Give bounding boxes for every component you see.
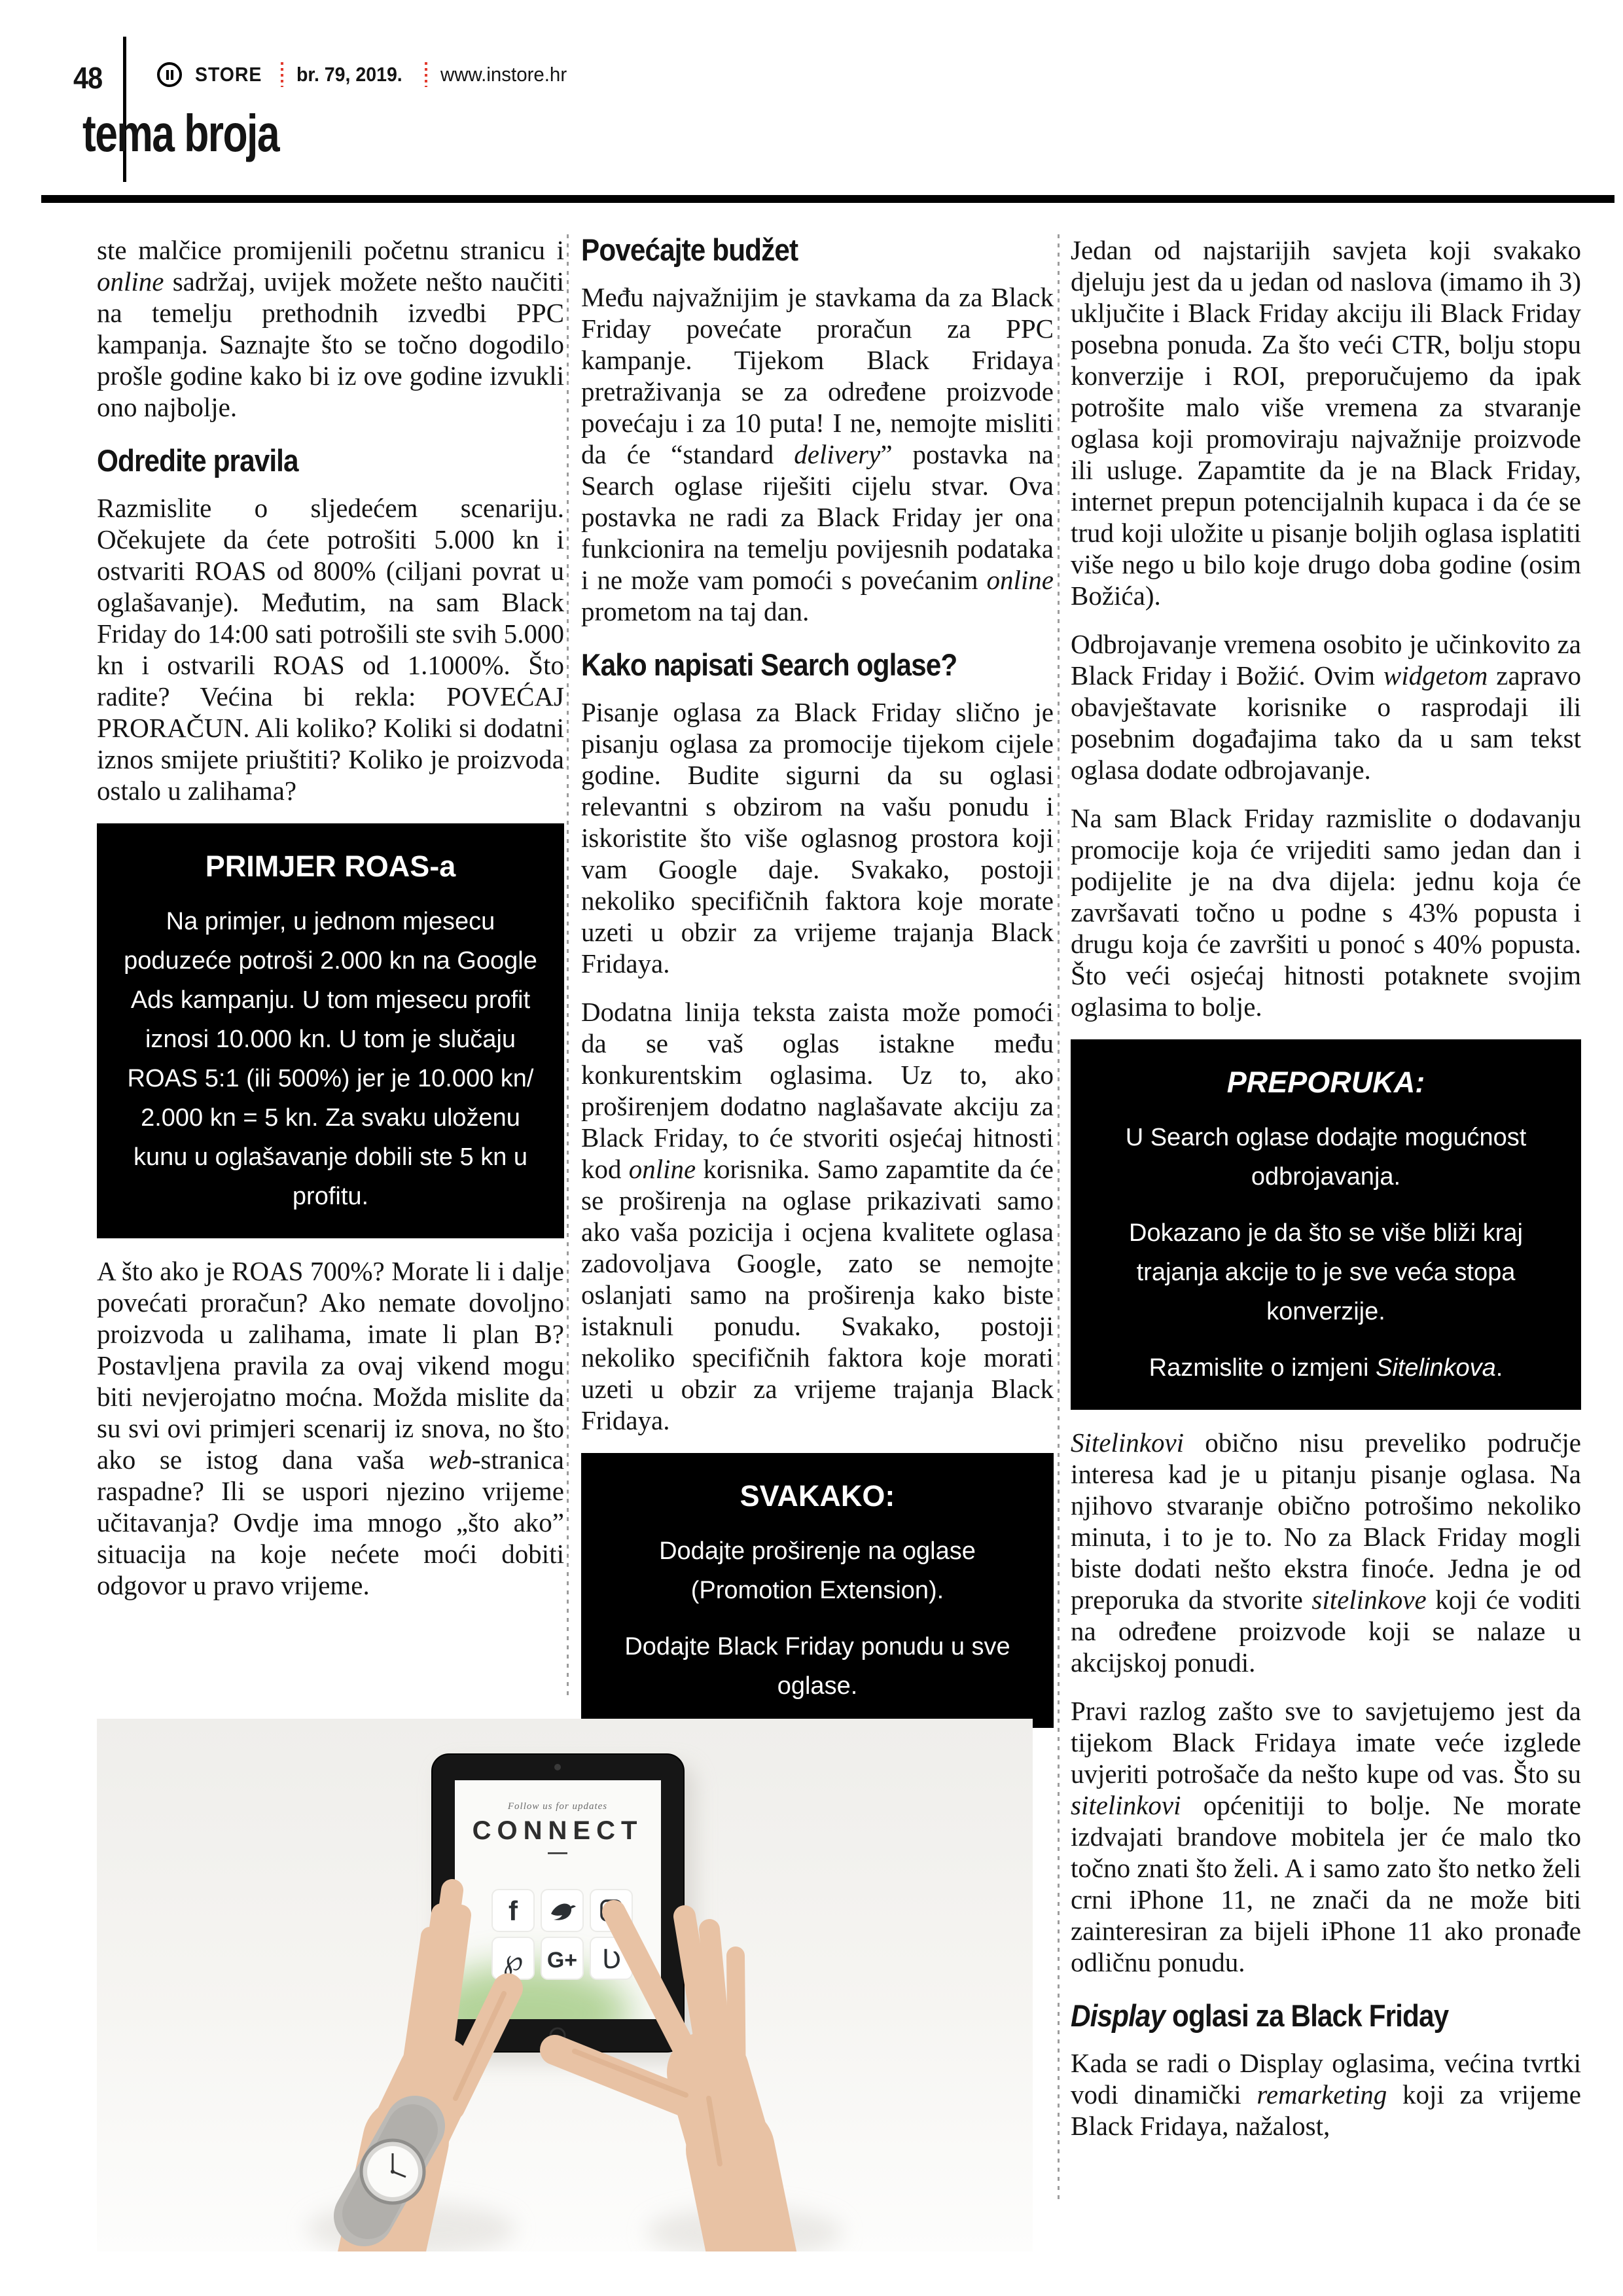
box-text: Dodajte proširenje na oglase (Promotion Extension). [659, 1537, 976, 1604]
column-separator [1058, 234, 1060, 2204]
instore-logo-icon [157, 62, 182, 87]
red-dotted-separator [281, 62, 283, 87]
paragraph: Među najvažnijim je stavkama da za Black Friday povećate proračun za PPC kampanje. Tijekom Black Fridaya pretraživanja se za određene proizvode povećaju i za 10 puta! I ne, nemojte misliti da će “standard delivery” postavka na Search oglase riješiti cijelu stvar. Ova postavka ne radi za Black Friday jer ona funkcionira na temelju povijesnih podataka i ne može vam pomoći s povećanim online prometom na taj dan. [581, 282, 1054, 626]
box-text: Dokazano je da što se više bliži kraj trajanja akcije to je sve veća stopa konverzije. [1129, 1219, 1523, 1325]
paragraph: Razmislite o sljedećem scenariju. Očekujete da ćete potrošiti 5.000 kn i ostvariti ROAS od 800% (ciljani povrat u oglašavanje). Međutim, na sam Black Friday do 14:00 sati potrošili ste svih 5.000 kn i ostvarili ROAS od 1.1000%. Što radite? Većina bi rekla: POVEĆAJ PRORAČUN. Ali koliko? Koliki si dodatni iznos smijete priuštiti? Koliko je proizvoda ostalo u zalihama? [97, 493, 564, 806]
box-title: PRIMJER ROAS-a [205, 850, 456, 883]
paragraph: Odbrojavanje vremena osobito je učinkovito za Black Friday i Božić. Ovim widgetom zapravo obavještavate korisnike o rasprodaji ili posebnim događajima tako da u sam tekst oglasa dodate odbrojavanje. [1071, 629, 1582, 785]
header-rule [41, 195, 1614, 203]
column-2 [581, 234, 1054, 1745]
subheading-kako-napisati-search-oglase: Kako napisati Search oglase? [581, 647, 957, 682]
section-title: tema broja [82, 104, 279, 162]
box-text: Razmislite o izmjeni Sitelinkova. [1149, 1354, 1503, 1382]
column-3 [1071, 234, 1581, 2142]
column-separator [567, 234, 569, 1700]
paragraph: Na sam Black Friday razmislite o dodavanju promocije koja će vrijediti samo jedan dan i podijelite je na dva dijela: jednu koja će završavati točno u podne s 43% popusta i drugu koja će završiti u ponoć s 40% popusta. Što veći osjećaj hitnosti potaknete svojim oglasima to bolje. [1071, 803, 1581, 1022]
page-number: 48 [73, 61, 103, 95]
box-text: Na primjer, u jednom mjesecu poduzeće potroši 2.000 kn na Google Ads kampanju. U tom mjesecu profit iznosi 10.000 kn. U tom je slučaju ROAS 5:1 (ili 500%) jer je 10.000 kn/ 2.000 kn = 5 kn. Za svaku uloženu kunu u oglašavanje dobili ste 5 kn u profitu. [124, 908, 537, 1210]
svakako-box [581, 1453, 1054, 1728]
follow-tagline: Follow us for updates [507, 1801, 608, 1812]
box-title: PREPORUKA: [1226, 1066, 1425, 1099]
header-brand-row [157, 58, 573, 92]
red-dotted-separator [425, 62, 427, 87]
paragraph: Pravi razlog zašto sve to savjetujemo jest da tijekom Black Fridaya imate veće izglede uvjeriti potrošače da nešto kupe od vas. Što su sitelinkovi općenitiji to bolje. Ne morate izdvajati brandove mobitela jer će malo tko točno znati što želi. A i samo zato što netko želi crni iPhone 11, ne znači da ne može biti zainteresiran za bijeli iPhone 11 ako pronađe odličnu ponudu. [1071, 1696, 1581, 1977]
magazine-name: STORE [195, 63, 262, 86]
box-text: U Search oglase dodajte mogućnost odbrojavanja. [1125, 1124, 1527, 1191]
pinterest-icon: ℘ [503, 1944, 524, 1977]
subheading-display-oglasi: Display oglasi za Black Friday [1071, 1998, 1449, 2033]
box-text: Dodajte Black Friday ponudu u sve oglase. [624, 1633, 1010, 1700]
paragraph: Jedan od najstarijih savjeta koji svakako djeluju jest da u jedan od naslova (imamo ih 3) uključite i Black Friday akciju ili Black Friday posebna ponuda. Za što veći CTR, bolju stopu konverzije i ROI, preporučujemo da ipak potrošite malo više vremena za stvaranje oglasa koji promoviraju najvažnije proizvode ili usluge. Zapamtite da je na Black Friday, internet prepun potencijalnih kupaca i da će se trud koji uložite u pisanje boljih oglasa isplatiti više nego u bilo koje drugo doba godine (osim Božića). [1071, 235, 1581, 611]
connect-underline [548, 1852, 567, 1854]
website-url: www.instore.hr [440, 63, 567, 86]
facebook-icon: f [508, 1895, 518, 1926]
paragraph: Dodatna linija teksta zaista može pomoći da se vaš oglas istakne među konkurentskim oglasima. Uz to, ako proširenjem dodatno naglašavate akciju za Black Friday, to će stvoriti osjećaj hitnosti kod online korisnika. Samo zapamtite da će se proširenja na oglase prikazivati samo ako vaša pozicija i ocjena kvalitete oglasa zadovoljava Google, zato se nemojte oslanjati samo na proširenja kako biste istaknuli ponudu. Svakako, postoji nekoliko specifičnih faktora koje morati uzeti u obzir za vrijeme trajanja Black Fridaya. [581, 997, 1054, 1435]
paragraph: ste malčice promijenili početnu stranicu i online sadržaj, uvijek možete nešto naučiti na temelju prethodnih izvedbi PPC kampanja. Saznajte što se točno dogodilo prošle godine kako bi iz ove godine izvukli ono najbolje. [97, 235, 564, 422]
roas-example-box [97, 823, 564, 1238]
subheading-odredite-pravila: Odredite pravila [97, 443, 298, 478]
preporuka-box [1071, 1039, 1581, 1410]
googleplus-icon: G+ [546, 1948, 578, 1973]
paragraph: Kada se radi o Display oglasima, većina tvrtki vodi dinamički remarketing koji za vrijeme Black Fridaya, nažalost, [1071, 2048, 1581, 2141]
tablet-photo [97, 1719, 1033, 2251]
connect-title: CONNECT [472, 1816, 643, 1845]
column-1 [97, 234, 564, 1601]
camera-dot [554, 1764, 561, 1770]
paragraph: Sitelinkovi obično nisu preveliko područje interesa kad je u pitanju pisanje oglasa. Na njihovo stvaranje obično potrošimo nekoliko minuta, i to je to. No za Black Friday mogli biste dodati nešto ekstra finoće. Jedna je od preporuka da stvorite sitelinkove koji će voditi na određene proizvode koji se nalaze u akcijskoj ponudi. [1071, 1427, 1581, 1677]
box-title: SVAKAKO: [740, 1479, 895, 1513]
paragraph: A što ako je ROAS 700%? Morate li i dalje povećati proračun? Ako nemate dovoljno proizvoda u zalihama, imate li plan B? Postavljena pravila za ovaj vikend mogu biti nevjerojatno moćna. Možda mislite da su svi ovi primjeri scenarij iz snova, no što ako se istog dana vaša web-stranica raspadne? Ili se uspori njezino vrijeme učitavanja? Ovdje ima mnogo „što ako” situacija na koje nećete moći dobiti odgovor u pravo vrijeme. [97, 1256, 564, 1600]
subheading-povecajte-budzet: Povećajte budžet [581, 232, 798, 267]
issue-number: br. 79, 2019. [296, 63, 402, 86]
vine-icon: Ʋ [601, 1945, 621, 1975]
paragraph: Pisanje oglasa za Black Friday slično je pisanju oglasa za promocije tijekom cijele godine. Budite sigurni da su oglasi relevantni s obzirom na vašu ponudu i iskoristite što više oglasnog prostora koji vam Google daje. Svakako, postoji nekoliko specifičnih faktora koje morate uzeti u obzir za vrijeme trajanja Black Fridaya. [581, 697, 1054, 978]
